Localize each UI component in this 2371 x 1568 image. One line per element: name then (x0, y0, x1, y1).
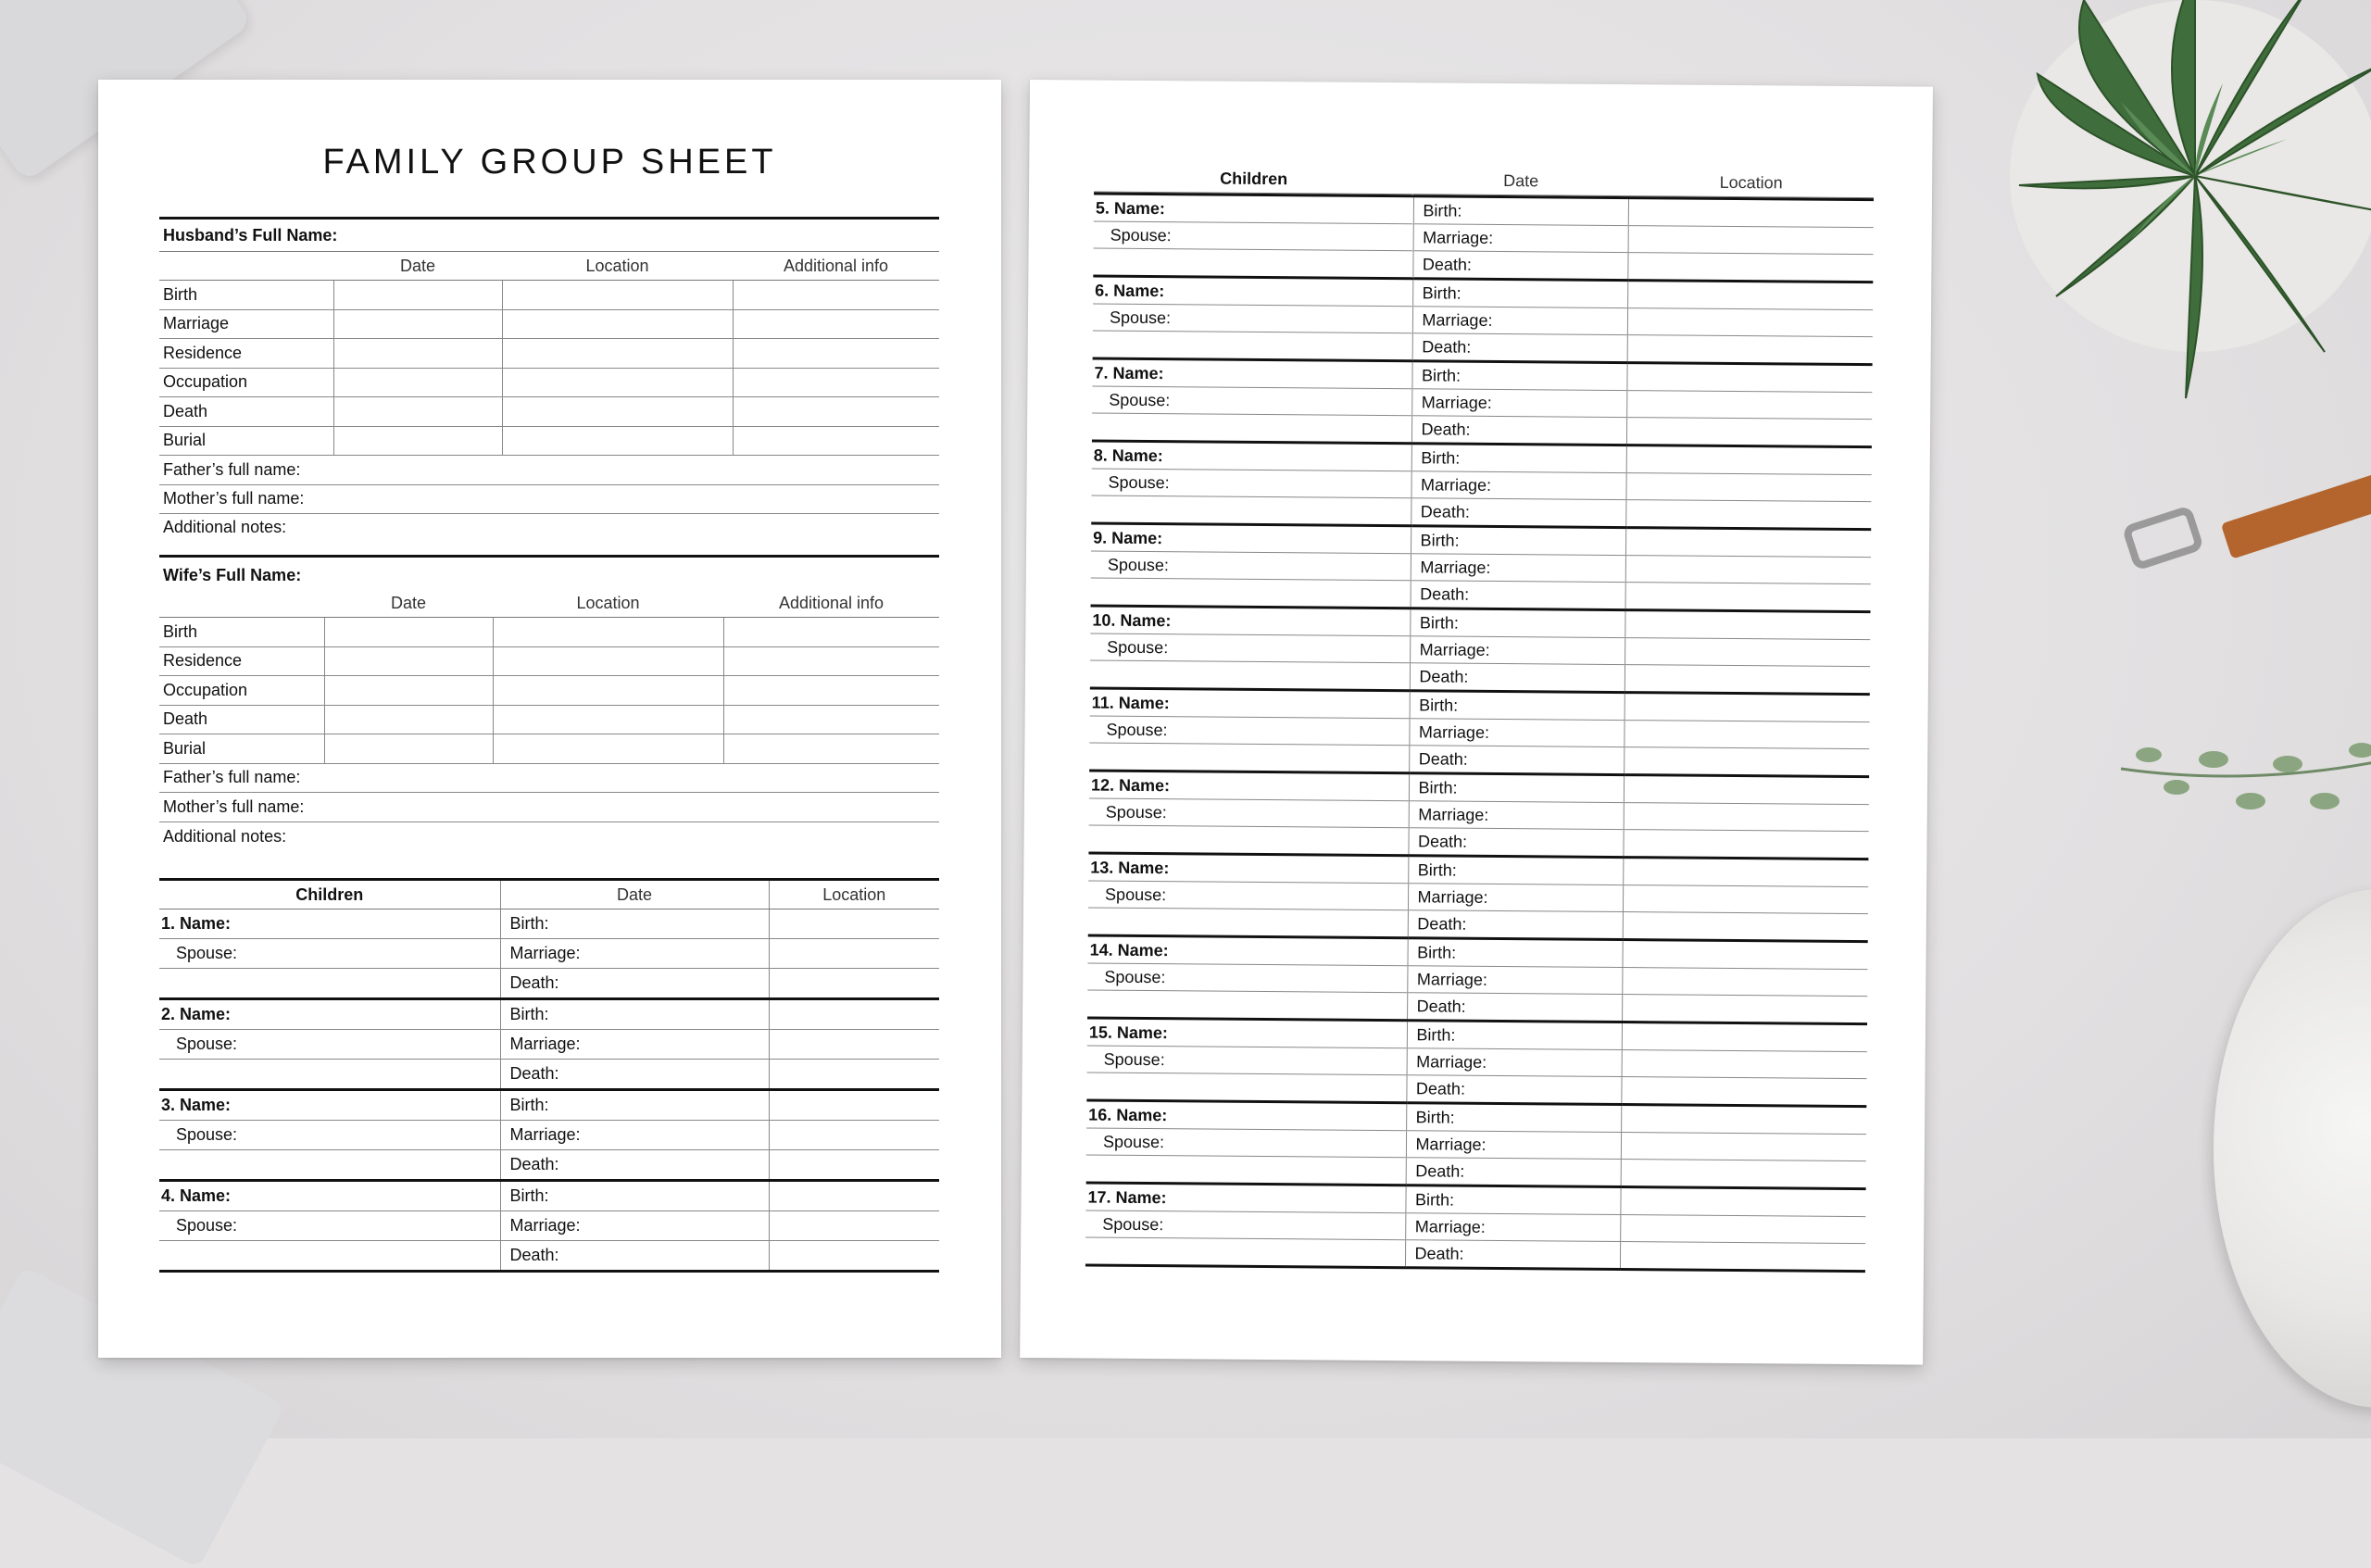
spouse-field[interactable]: Spouse: (1087, 963, 1407, 993)
date-cell[interactable] (333, 339, 502, 369)
marriage-date-field[interactable]: Marriage: (500, 1030, 769, 1060)
birth-location-cell[interactable] (1620, 1187, 1865, 1217)
birth-date-field[interactable]: Birth: (1410, 691, 1625, 721)
death-date-field[interactable]: Death: (500, 1060, 769, 1090)
additional-info-column-header: Additional info (723, 589, 939, 618)
birth-date-field[interactable]: Birth: (1413, 196, 1628, 226)
marriage-location-cell[interactable] (1625, 638, 1870, 667)
spouse-field[interactable]: Spouse: (1094, 221, 1413, 251)
event-label: Burial (159, 426, 333, 456)
birth-date-field[interactable]: Birth: (1406, 1103, 1621, 1133)
eucalyptus-sprig (2112, 713, 2371, 861)
date-cell[interactable] (333, 397, 502, 427)
death-location-cell[interactable] (769, 969, 939, 999)
child-name-field[interactable]: 7. Name: (1092, 358, 1411, 389)
marriage-date-field[interactable]: Marriage: (1411, 554, 1625, 583)
blank-header (159, 252, 333, 281)
birth-date-field[interactable]: Birth: (500, 999, 769, 1030)
event-label: Occupation (159, 368, 333, 397)
location-cell[interactable] (502, 281, 733, 310)
additional-info-cell[interactable] (723, 734, 939, 764)
birth-date-field[interactable]: Birth: (500, 1181, 769, 1211)
marriage-date-field[interactable]: Marriage: (500, 1211, 769, 1241)
location-cell[interactable] (502, 397, 733, 427)
death-location-cell[interactable] (1625, 500, 1871, 530)
location-cell[interactable] (493, 646, 723, 676)
event-label: Death (159, 397, 333, 427)
marriage-location-cell[interactable] (1622, 968, 1867, 997)
birth-location-cell[interactable] (1627, 281, 1873, 310)
child-name-field[interactable]: 12. Name: (1089, 771, 1409, 801)
event-row (159, 705, 939, 734)
birth-date-field[interactable]: Birth: (500, 1090, 769, 1121)
blank-cell (1093, 248, 1412, 279)
date-cell[interactable] (324, 705, 493, 734)
additional-notes-field[interactable]: Additional notes: (159, 514, 939, 557)
children-column-header: Children (159, 880, 500, 909)
child-name-field[interactable]: 13. Name: (1088, 853, 1408, 884)
child-name-field[interactable]: 3. Name: (159, 1090, 500, 1121)
blank-cell (1086, 1073, 1406, 1103)
right-page (1020, 80, 1933, 1365)
child-name-row (159, 1181, 939, 1211)
date-cell[interactable] (324, 646, 493, 676)
location-cell[interactable] (493, 618, 723, 647)
children-column-header: Children (1094, 164, 1413, 194)
mother-name-field[interactable]: Mother’s full name: (159, 484, 939, 514)
event-label: Occupation (159, 676, 324, 706)
marriage-date-field[interactable]: Marriage: (1411, 471, 1625, 500)
event-label: Birth (159, 618, 324, 647)
husband-section (159, 217, 939, 558)
birth-date-field[interactable]: Birth: (1412, 279, 1627, 308)
date-cell[interactable] (333, 426, 502, 456)
death-date-field[interactable]: Death: (1412, 251, 1627, 281)
child-name-field[interactable]: 11. Name: (1090, 688, 1410, 719)
marriage-location-cell[interactable] (1624, 721, 1869, 749)
page-title: FAMILY GROUP SHEET (322, 143, 777, 182)
birth-location-cell[interactable] (1621, 1105, 1866, 1135)
additional-info-cell[interactable] (733, 397, 939, 427)
additional-info-cell[interactable] (723, 676, 939, 706)
succulent-plant (1917, 0, 2371, 445)
location-column-header: Location (1628, 168, 1874, 198)
husband-heading: Husband’s Full Name: (159, 219, 939, 252)
death-date-field[interactable]: Death: (1411, 498, 1625, 528)
date-cell[interactable] (324, 618, 493, 647)
child-name-field[interactable]: 6. Name: (1093, 276, 1412, 307)
child-name-field[interactable]: 10. Name: (1090, 606, 1410, 636)
birth-location-cell[interactable] (769, 909, 939, 939)
birth-location-cell[interactable] (1622, 940, 1867, 970)
birth-date-field[interactable]: Birth: (1410, 608, 1625, 638)
child-name-row (159, 909, 939, 939)
date-cell[interactable] (324, 734, 493, 764)
marriage-date-field[interactable]: Marriage: (500, 939, 769, 969)
marriage-location-cell[interactable] (1627, 308, 1873, 337)
blank-cell (159, 1150, 500, 1181)
spouse-field[interactable]: Spouse: (1089, 798, 1409, 828)
death-date-field[interactable]: Death: (1405, 1240, 1620, 1270)
marriage-location-cell[interactable] (1620, 1215, 1865, 1244)
death-location-cell[interactable] (769, 1060, 939, 1090)
event-label: Burial (159, 734, 324, 764)
death-location-cell[interactable] (769, 1241, 939, 1272)
blank-cell (1090, 660, 1410, 691)
blank-cell (1088, 908, 1408, 938)
location-column-header: Location (769, 880, 939, 909)
marriage-location-cell[interactable] (1621, 1133, 1866, 1161)
event-row (159, 368, 939, 397)
birth-location-cell[interactable] (769, 1181, 939, 1211)
event-label: Death (159, 705, 324, 734)
event-label: Birth (159, 281, 333, 310)
marriage-date-field[interactable]: Marriage: (500, 1121, 769, 1150)
child-death-row (159, 1060, 939, 1090)
marriage-location-cell[interactable] (1622, 1050, 1867, 1079)
birth-date-field[interactable]: Birth: (1405, 1185, 1620, 1215)
child-spouse-row (159, 939, 939, 969)
birth-location-cell[interactable] (1623, 858, 1868, 887)
death-date-field[interactable]: Death: (500, 1150, 769, 1181)
child-death-row (159, 969, 939, 999)
marriage-date-field[interactable]: Marriage: (1408, 884, 1623, 912)
spouse-field[interactable]: Spouse: (159, 1121, 500, 1150)
spouse-field[interactable]: Spouse: (1090, 633, 1410, 663)
death-location-cell[interactable] (1626, 418, 1872, 447)
blank-cell (1091, 495, 1411, 526)
birth-location-cell[interactable] (1622, 1022, 1867, 1052)
birth-date-field[interactable]: Birth: (1409, 773, 1624, 803)
birth-location-cell[interactable] (1626, 445, 1872, 475)
birth-location-cell[interactable] (1625, 528, 1871, 558)
death-location-cell[interactable] (769, 1150, 939, 1181)
marriage-date-field[interactable]: Marriage: (1411, 389, 1626, 418)
blank-cell (1086, 1155, 1406, 1185)
death-date-field[interactable]: Death: (500, 969, 769, 999)
date-cell[interactable] (333, 309, 502, 339)
child-name-field[interactable]: 1. Name: (159, 909, 500, 939)
event-row (159, 309, 939, 339)
child-name-field[interactable]: 4. Name: (159, 1181, 500, 1211)
marriage-date-field[interactable]: Marriage: (1413, 224, 1628, 253)
child-spouse-row (159, 1211, 939, 1241)
marriage-location-cell[interactable] (1624, 803, 1869, 832)
birth-location-cell[interactable] (1625, 693, 1870, 722)
marriage-location-cell[interactable] (1625, 556, 1871, 584)
birth-location-cell[interactable] (1625, 610, 1870, 640)
location-column-header: Location (502, 252, 733, 281)
death-date-field[interactable]: Death: (1411, 416, 1626, 445)
marriage-date-field[interactable]: Marriage: (1407, 1048, 1622, 1077)
children-table-left (159, 878, 939, 1273)
death-location-cell[interactable] (1625, 665, 1870, 695)
additional-info-cell[interactable] (723, 705, 939, 734)
blank-cell (1087, 990, 1407, 1021)
additional-info-cell[interactable] (733, 339, 939, 369)
mother-name-field[interactable]: Mother’s full name: (159, 793, 939, 822)
wife-section (159, 561, 939, 852)
spouse-field[interactable]: Spouse: (159, 939, 500, 969)
additional-info-cell[interactable] (733, 309, 939, 339)
additional-info-cell[interactable] (733, 281, 939, 310)
marriage-location-cell[interactable] (1626, 391, 1872, 420)
birth-location-cell[interactable] (1624, 775, 1869, 805)
child-name-field[interactable]: 17. Name: (1085, 1183, 1405, 1213)
blank-cell (1092, 413, 1411, 444)
birth-location-cell[interactable] (769, 1090, 939, 1121)
location-cell[interactable] (493, 734, 723, 764)
child-name-field[interactable]: 8. Name: (1092, 441, 1411, 471)
event-row (159, 646, 939, 676)
birth-date-field[interactable]: Birth: (1411, 444, 1626, 473)
additional-info-cell[interactable] (733, 426, 939, 456)
marriage-date-field[interactable]: Marriage: (1412, 307, 1627, 335)
additional-info-column-header: Additional info (733, 252, 939, 281)
location-cell[interactable] (502, 309, 733, 339)
death-location-cell[interactable] (1623, 912, 1868, 942)
birth-location-cell[interactable] (1628, 198, 1874, 228)
date-column-header: Date (333, 252, 502, 281)
location-cell[interactable] (502, 368, 733, 397)
wife-heading: Wife’s Full Name: (163, 565, 302, 584)
death-location-cell[interactable] (1625, 583, 1871, 612)
child-death-row (1085, 1237, 1865, 1272)
date-cell[interactable] (324, 676, 493, 706)
spouse-field[interactable]: Spouse: (1087, 1046, 1407, 1075)
birth-date-field[interactable]: Birth: (1411, 526, 1625, 556)
death-date-field[interactable]: Death: (1406, 1158, 1621, 1187)
event-row (159, 281, 939, 310)
child-name-field[interactable]: 2. Name: (159, 999, 500, 1030)
birth-date-field[interactable]: Birth: (1411, 361, 1626, 391)
spouse-field[interactable]: Spouse: (1091, 469, 1411, 498)
date-column-header: Date (1413, 166, 1628, 195)
location-column-header: Location (493, 589, 723, 618)
blank-cell (159, 1060, 500, 1090)
marriage-location-cell[interactable] (1623, 885, 1868, 914)
birth-location-cell[interactable] (769, 999, 939, 1030)
marriage-date-field[interactable]: Marriage: (1407, 966, 1622, 995)
event-row (159, 426, 939, 456)
children-table-right (1085, 164, 1874, 1273)
location-cell[interactable] (493, 705, 723, 734)
additional-info-cell[interactable] (723, 618, 939, 647)
spouse-field[interactable]: Spouse: (1085, 1210, 1405, 1240)
blank-cell (1088, 825, 1408, 856)
marriage-location-cell[interactable] (1628, 226, 1874, 255)
death-date-field[interactable]: Death: (500, 1241, 769, 1272)
death-location-cell[interactable] (1621, 1077, 1866, 1107)
death-date-field[interactable]: Death: (1407, 993, 1622, 1022)
death-date-field[interactable]: Death: (1409, 746, 1624, 775)
blank-cell (159, 969, 500, 999)
death-location-cell[interactable] (1627, 253, 1873, 282)
marriage-location-cell[interactable] (769, 1121, 939, 1150)
death-date-field[interactable]: Death: (1408, 910, 1623, 940)
death-location-cell[interactable] (1624, 747, 1869, 777)
spouse-field[interactable]: Spouse: (159, 1211, 500, 1241)
child-name-field[interactable]: 5. Name: (1094, 194, 1413, 224)
birth-date-field[interactable]: Birth: (1407, 1021, 1622, 1050)
death-date-field[interactable]: Death: (1410, 663, 1625, 693)
blank-cell (1093, 331, 1412, 361)
spouse-field[interactable]: Spouse: (159, 1030, 500, 1060)
marriage-location-cell[interactable] (769, 1211, 939, 1241)
left-page (98, 80, 1001, 1358)
birth-date-field[interactable]: Birth: (1408, 856, 1623, 885)
event-label: Residence (159, 339, 333, 369)
blank-cell (1089, 743, 1409, 773)
child-name-field[interactable]: 14. Name: (1088, 935, 1408, 966)
location-cell[interactable] (502, 426, 733, 456)
marriage-date-field[interactable]: Marriage: (1409, 719, 1624, 747)
event-row (159, 734, 939, 764)
spouse-field[interactable]: Spouse: (1086, 1128, 1406, 1158)
event-row (159, 676, 939, 706)
child-name-field[interactable]: 15. Name: (1087, 1018, 1407, 1048)
additional-info-cell[interactable] (733, 368, 939, 397)
blank-header (159, 589, 324, 618)
child-spouse-row (159, 1030, 939, 1060)
father-name-field[interactable]: Father’s full name: (159, 456, 939, 485)
father-name-field[interactable]: Father’s full name: (159, 763, 939, 793)
spouse-field[interactable]: Spouse: (1089, 716, 1409, 746)
child-death-row (159, 1150, 939, 1181)
death-location-cell[interactable] (1622, 995, 1867, 1024)
birth-location-cell[interactable] (1626, 363, 1872, 393)
location-cell[interactable] (493, 676, 723, 706)
date-column-header: Date (324, 589, 493, 618)
marriage-location-cell[interactable] (769, 1030, 939, 1060)
watch-strap (2112, 463, 2371, 574)
date-cell[interactable] (333, 368, 502, 397)
child-death-row (159, 1241, 939, 1272)
spouse-field[interactable]: Spouse: (1093, 304, 1412, 333)
event-row (159, 339, 939, 369)
birth-date-field[interactable]: Birth: (500, 909, 769, 939)
child-name-row (159, 999, 939, 1030)
child-spouse-row (159, 1121, 939, 1150)
child-name-row (159, 1090, 939, 1121)
date-column-header: Date (500, 880, 769, 909)
spouse-field[interactable]: Spouse: (1092, 386, 1411, 416)
event-row (159, 397, 939, 427)
death-date-field[interactable]: Death: (1412, 333, 1627, 363)
death-location-cell[interactable] (1620, 1242, 1865, 1272)
spouse-field[interactable]: Spouse: (1088, 881, 1408, 910)
child-name-field[interactable]: 16. Name: (1086, 1100, 1406, 1131)
death-location-cell[interactable] (1621, 1160, 1866, 1189)
blank-cell (1091, 578, 1411, 608)
marriage-location-cell[interactable] (1625, 473, 1871, 502)
marriage-date-field[interactable]: Marriage: (1410, 636, 1625, 665)
marriage-date-field[interactable]: Marriage: (1405, 1213, 1620, 1242)
additional-info-cell[interactable] (723, 646, 939, 676)
date-cell[interactable] (333, 281, 502, 310)
death-location-cell[interactable] (1623, 830, 1868, 859)
blank-cell (1085, 1237, 1405, 1268)
additional-notes-field[interactable]: Additional notes: (163, 827, 287, 846)
death-date-field[interactable]: Death: (1411, 581, 1625, 610)
marriage-date-field[interactable]: Marriage: (1406, 1131, 1621, 1160)
spouse-field[interactable]: Spouse: (1091, 551, 1411, 581)
death-date-field[interactable]: Death: (1406, 1075, 1621, 1105)
location-cell[interactable] (502, 339, 733, 369)
death-location-cell[interactable] (1627, 335, 1873, 365)
death-date-field[interactable]: Death: (1408, 828, 1623, 858)
blank-cell (159, 1241, 500, 1272)
marriage-date-field[interactable]: Marriage: (1409, 801, 1624, 830)
event-row (159, 618, 939, 647)
event-label: Residence (159, 646, 324, 676)
event-label: Marriage (159, 309, 333, 339)
marriage-location-cell[interactable] (769, 939, 939, 969)
child-name-field[interactable]: 9. Name: (1091, 523, 1411, 554)
birth-date-field[interactable]: Birth: (1407, 938, 1622, 968)
